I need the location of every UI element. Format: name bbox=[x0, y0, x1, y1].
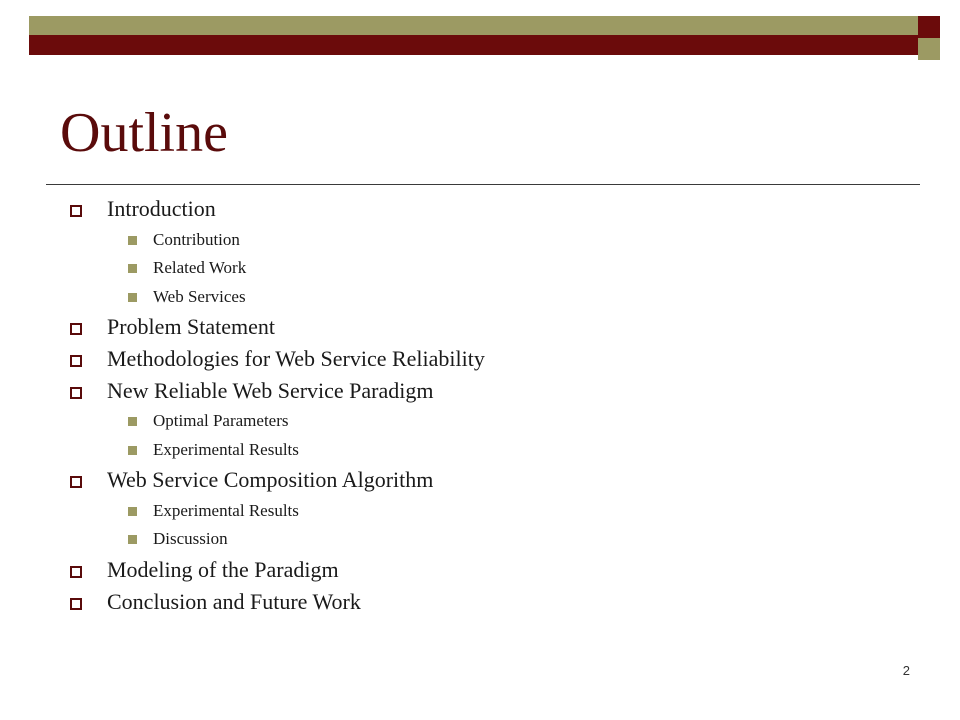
hollow-square-bullet-icon bbox=[70, 323, 82, 335]
filled-square-bullet-icon bbox=[128, 535, 137, 544]
outline-subitem-label: Optimal Parameters bbox=[153, 411, 289, 430]
title-divider bbox=[46, 184, 920, 185]
filled-square-bullet-icon bbox=[128, 446, 137, 455]
filled-square-bullet-icon bbox=[128, 417, 137, 426]
page-number: 2 bbox=[902, 663, 910, 678]
outline-subitem-label: Discussion bbox=[153, 529, 228, 548]
hollow-square-bullet-icon bbox=[70, 598, 82, 610]
outline-item-label: Methodologies for Web Service Reliability bbox=[107, 346, 485, 371]
hollow-square-bullet-icon bbox=[70, 205, 82, 217]
outline-item-label: Problem Statement bbox=[107, 314, 276, 339]
corner-square-maroon bbox=[918, 16, 940, 38]
filled-square-bullet-icon bbox=[128, 507, 137, 516]
header-bar-maroon bbox=[29, 35, 918, 55]
filled-square-bullet-icon bbox=[128, 236, 137, 245]
outline-subitem-label: Experimental Results bbox=[153, 501, 299, 520]
outline-subitem-label: Web Services bbox=[153, 287, 246, 306]
outline-item-label: Introduction bbox=[107, 196, 216, 221]
hollow-square-bullet-icon bbox=[70, 387, 82, 399]
hollow-square-bullet-icon bbox=[70, 566, 82, 578]
filled-square-bullet-icon bbox=[128, 293, 137, 302]
hollow-square-bullet-icon bbox=[70, 476, 82, 488]
header-bar-olive bbox=[29, 16, 918, 35]
outline-item-label: Web Service Composition Algorithm bbox=[107, 467, 434, 492]
corner-square-olive bbox=[918, 38, 940, 60]
outline-subitem-label: Experimental Results bbox=[153, 440, 299, 459]
slide-title: Outline bbox=[60, 102, 228, 164]
outline-item-label: Modeling of the Paradigm bbox=[107, 557, 339, 582]
outline-item-label: New Reliable Web Service Paradigm bbox=[107, 378, 434, 403]
outline-item-label: Conclusion and Future Work bbox=[107, 589, 361, 614]
filled-square-bullet-icon bbox=[128, 264, 137, 273]
hollow-square-bullet-icon bbox=[70, 355, 82, 367]
outline-subitem-label: Related Work bbox=[153, 258, 247, 277]
outline-subitem-label: Contribution bbox=[153, 230, 240, 249]
